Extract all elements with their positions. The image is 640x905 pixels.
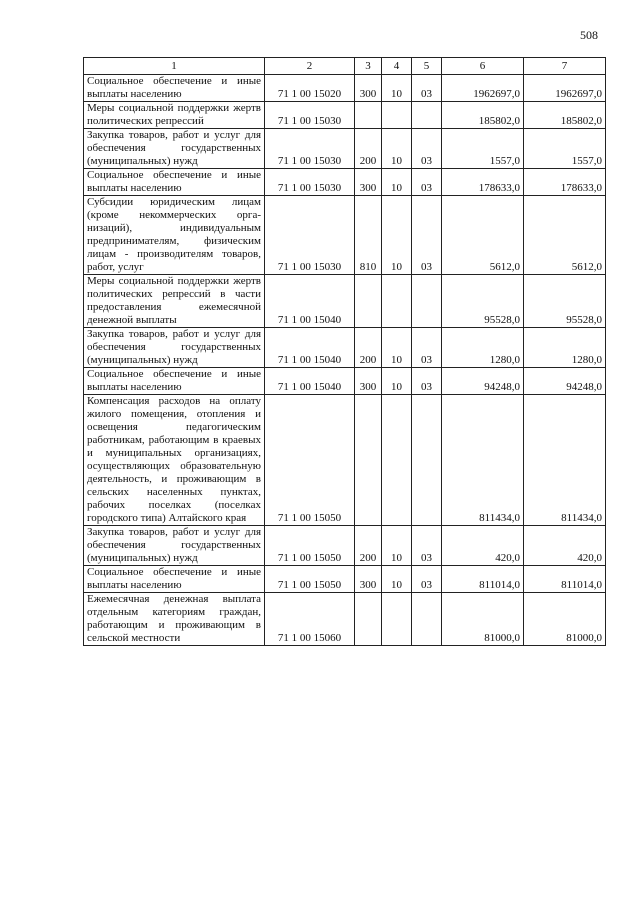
header-row bbox=[84, 58, 606, 75]
table-row bbox=[84, 169, 606, 196]
table-row bbox=[84, 75, 606, 102]
target-code: 71 1 00 15050 bbox=[265, 526, 355, 566]
budget-table bbox=[83, 57, 606, 646]
amount-col7: 185802,0 bbox=[524, 102, 606, 129]
amount-col7: 178633,0 bbox=[524, 169, 606, 196]
target-code: 71 1 00 15060 bbox=[265, 593, 355, 646]
subsection: 03 bbox=[412, 129, 442, 169]
section: 10 bbox=[382, 75, 412, 102]
amount-col7: 1557,0 bbox=[524, 129, 606, 169]
expense-name: Субсидии юридическим лицам (кроме некоммерческих организаций), индивидуальным предпринимателям, физическим лицам - производителям товаров, работ, услуг bbox=[84, 196, 265, 275]
expense-name: Закупка товаров, работ и услуг для обеспечения государственных (муниципальных) нужд bbox=[84, 129, 265, 169]
target-code: 71 1 00 15040 bbox=[265, 275, 355, 328]
table-row bbox=[84, 566, 606, 593]
amount-col6: 185802,0 bbox=[442, 102, 524, 129]
expense-type bbox=[355, 102, 382, 129]
header-cell: 7 bbox=[524, 58, 606, 75]
header-cell: 2 bbox=[265, 58, 355, 75]
section bbox=[382, 593, 412, 646]
expense-name: Компенсация расходов на оплату жилого помещения, отопления и освещения педагогическим работникам, работающим в краевых и муниципальных организациях, осуществляющих образовательную деятельность, и проживающим в сельских населенных пунктах, рабочих поселках (поселках городского типа) Алтайского края bbox=[84, 395, 265, 526]
section: 10 bbox=[382, 328, 412, 368]
amount-col6: 1962697,0 bbox=[442, 75, 524, 102]
expense-type: 200 bbox=[355, 526, 382, 566]
header-cell: 3 bbox=[355, 58, 382, 75]
expense-type bbox=[355, 275, 382, 328]
target-code: 71 1 00 15030 bbox=[265, 129, 355, 169]
amount-col6: 178633,0 bbox=[442, 169, 524, 196]
subsection: 03 bbox=[412, 368, 442, 395]
amount-col6: 1557,0 bbox=[442, 129, 524, 169]
subsection bbox=[412, 593, 442, 646]
table-row bbox=[84, 328, 606, 368]
table-row bbox=[84, 593, 606, 646]
expense-name: Социальное обеспечение и иные выплаты населению bbox=[84, 75, 265, 102]
amount-col6: 95528,0 bbox=[442, 275, 524, 328]
expense-name: Ежемесячная денежная выплата отдельным категориям граждан, работающим и проживающим в сельской местности bbox=[84, 593, 265, 646]
target-code: 71 1 00 15050 bbox=[265, 566, 355, 593]
amount-col7: 420,0 bbox=[524, 526, 606, 566]
expense-type: 300 bbox=[355, 169, 382, 196]
expense-name: Закупка товаров, работ и услуг для обеспечения государственных (муниципальных) нужд bbox=[84, 328, 265, 368]
subsection: 03 bbox=[412, 169, 442, 196]
target-code: 71 1 00 15040 bbox=[265, 368, 355, 395]
section: 10 bbox=[382, 566, 412, 593]
expense-type: 300 bbox=[355, 368, 382, 395]
amount-col6: 81000,0 bbox=[442, 593, 524, 646]
expense-name: Закупка товаров, работ и услуг для обеспечения государственных (муниципальных) нужд bbox=[84, 526, 265, 566]
amount-col6: 811434,0 bbox=[442, 395, 524, 526]
header-cell: 5 bbox=[412, 58, 442, 75]
subsection bbox=[412, 395, 442, 526]
section: 10 bbox=[382, 196, 412, 275]
header-cell: 6 bbox=[442, 58, 524, 75]
amount-col7: 95528,0 bbox=[524, 275, 606, 328]
expense-type bbox=[355, 395, 382, 526]
amount-col6: 94248,0 bbox=[442, 368, 524, 395]
amount-col7: 811014,0 bbox=[524, 566, 606, 593]
table-row bbox=[84, 102, 606, 129]
subsection: 03 bbox=[412, 566, 442, 593]
header-cell: 1 bbox=[84, 58, 265, 75]
amount-col7: 94248,0 bbox=[524, 368, 606, 395]
amount-col6: 811014,0 bbox=[442, 566, 524, 593]
amount-col6: 5612,0 bbox=[442, 196, 524, 275]
expense-name: Социальное обеспечение и иные выплаты населению bbox=[84, 368, 265, 395]
table-row bbox=[84, 275, 606, 328]
expense-type: 200 bbox=[355, 328, 382, 368]
target-code: 71 1 00 15030 bbox=[265, 102, 355, 129]
subsection bbox=[412, 275, 442, 328]
table-row bbox=[84, 196, 606, 275]
expense-type: 300 bbox=[355, 75, 382, 102]
section: 10 bbox=[382, 169, 412, 196]
amount-col6: 420,0 bbox=[442, 526, 524, 566]
target-code: 71 1 00 15050 bbox=[265, 395, 355, 526]
amount-col7: 81000,0 bbox=[524, 593, 606, 646]
amount-col7: 1280,0 bbox=[524, 328, 606, 368]
expense-type: 810 bbox=[355, 196, 382, 275]
section bbox=[382, 395, 412, 526]
target-code: 71 1 00 15030 bbox=[265, 169, 355, 196]
expense-type bbox=[355, 593, 382, 646]
target-code: 71 1 00 15030 bbox=[265, 196, 355, 275]
expense-name: Меры социальной поддержки жертв политических репрессий в части предоставления ежемесячной денежной выплаты bbox=[84, 275, 265, 328]
section bbox=[382, 275, 412, 328]
table-row bbox=[84, 526, 606, 566]
amount-col7: 5612,0 bbox=[524, 196, 606, 275]
subsection: 03 bbox=[412, 196, 442, 275]
section: 10 bbox=[382, 129, 412, 169]
subsection: 03 bbox=[412, 328, 442, 368]
table-row bbox=[84, 395, 606, 526]
expense-name: Социальное обеспечение и иные выплаты населению bbox=[84, 169, 265, 196]
section: 10 bbox=[382, 526, 412, 566]
amount-col6: 1280,0 bbox=[442, 328, 524, 368]
amount-col7: 1962697,0 bbox=[524, 75, 606, 102]
header-cell: 4 bbox=[382, 58, 412, 75]
table-row bbox=[84, 368, 606, 395]
section bbox=[382, 102, 412, 129]
expense-type: 200 bbox=[355, 129, 382, 169]
expense-name: Социальное обеспечение и иные выплаты населению bbox=[84, 566, 265, 593]
page-number: 508 bbox=[580, 28, 598, 42]
table-row bbox=[84, 129, 606, 169]
target-code: 71 1 00 15040 bbox=[265, 328, 355, 368]
subsection: 03 bbox=[412, 75, 442, 102]
subsection: 03 bbox=[412, 526, 442, 566]
amount-col7: 811434,0 bbox=[524, 395, 606, 526]
expense-name: Меры социальной поддержки жертв политических репрессий bbox=[84, 102, 265, 129]
section: 10 bbox=[382, 368, 412, 395]
subsection bbox=[412, 102, 442, 129]
target-code: 71 1 00 15020 bbox=[265, 75, 355, 102]
expense-type: 300 bbox=[355, 566, 382, 593]
